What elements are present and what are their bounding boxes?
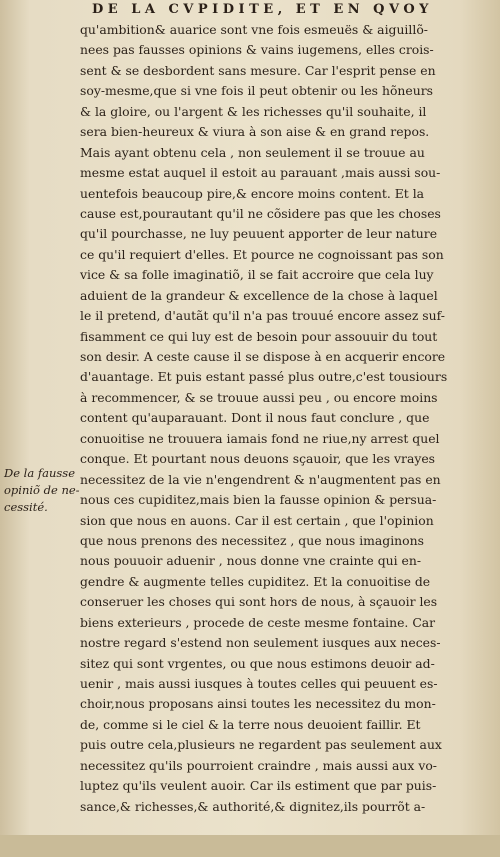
text-line: sitez qui sont vrgentes, ou que nous estimons deuoir ad- <box>80 655 435 671</box>
marginal-note-line: De la fausse <box>4 466 75 480</box>
text-line: luptez qu'ils veulent auoir. Car ils estiment que par puis- <box>80 778 437 794</box>
text-line: choir,nous proposans ainsi toutes les necessitez du mon- <box>80 696 436 712</box>
text-line: sera bien-heureux & viura à son aise & en grand repos. <box>80 124 430 140</box>
text-line: Mais ayant obtenu cela , non seulement il se trouue au <box>80 144 425 160</box>
marginal-note <box>4 465 86 516</box>
text-line: ce qu'il requiert d'elles. Et pource ne cognoissant pas son <box>80 246 444 262</box>
text-line: sion que nous en auons. Car il est certain , que l'opinion <box>80 512 434 528</box>
text-line: biens exterieurs , procede de ceste mesme fontaine. Car <box>80 614 436 630</box>
text-line: necessitez de la vie n'engendrent & n'augmentent pas en <box>80 471 441 487</box>
text-line: cause est,pourautant qu'il ne cõsidere pas que les choses <box>80 205 441 221</box>
text-line: nostre regard s'estend non seulement iusques aux neces- <box>80 635 441 651</box>
text-line: à recommencer, & se trouue aussi peu , ou encore moins <box>80 389 438 405</box>
text-line: nous pouuoir aduenir , nous donne vne crainte qui en- <box>80 553 422 569</box>
text-line: de, comme si le ciel & la terre nous deuoient faillir. Et <box>80 716 421 732</box>
text-line: uentefois beaucoup pire,& encore moins content. Et la <box>80 185 425 201</box>
text-line: mesme estat auquel il estoit au parauant ,mais aussi sou- <box>80 165 441 181</box>
text-line: conque. Et pourtant nous deuons sçauoir, que les vrayes <box>80 451 436 467</box>
text-line: sance,& richesses,& authorité,& dignitez,ils pourrõt a- <box>80 798 426 814</box>
text-line: fisamment ce qui luy est de besoin pour assouuir du tout <box>80 328 438 344</box>
text-line: gendre & augmente telles cupiditez. Et la conuoitise de <box>80 573 431 589</box>
text-line: conseruer les choses qui sont hors de nous, à sçauoir les <box>80 594 438 610</box>
text-line: qu'ambition& auarice sont vne fois esmeuës & aiguillõ- <box>80 22 428 37</box>
text-line: soy-mesme,que si vne fois il peut obtenir ou les hõneurs <box>80 83 433 99</box>
body-text <box>80 20 490 817</box>
text-line: conuoitise ne trouuera iamais fond ne riue,ny arrest quel <box>80 430 440 446</box>
text-line: d'auantage. Et puis estant passé plus outre,c'est tousiours <box>80 369 448 385</box>
text-line: nous ces cupiditez,mais bien la fausse opinion & persua- <box>80 492 437 508</box>
marginal-note-line: opiniõ de ne- <box>4 483 80 497</box>
text-line: uenir , mais aussi iusques à toutes celles qui peuuent es- <box>80 676 438 691</box>
text-line: le il pretend, d'autãt qu'il n'a pas trouué encore assez suf- <box>80 308 445 324</box>
text-line: qu'il pourchasse, ne luy peuuent apporter de leur nature <box>80 226 438 242</box>
text-line: necessitez qu'ils pourroient craindre , mais aussi aux vo- <box>80 757 437 773</box>
text-line: son desir. A ceste cause il se dispose à en acquerir encore <box>80 349 446 364</box>
running-head: DE LA CVPIDITE, ET EN QVOY <box>92 2 433 17</box>
text-line: puis outre cela,plusieurs ne regardent pas seulement aux <box>80 737 442 753</box>
text-line: sent & se desbordent sans mesure. Car l'esprit pense en <box>80 62 436 78</box>
text-line: que nous prenons des necessitez , que nous imaginons <box>80 532 424 548</box>
text-line: vice & sa folle imaginatiõ, il se fait accroire que cela luy <box>80 267 434 283</box>
marginal-note-line: cessité. <box>4 500 48 514</box>
text-line: content qu'auparauant. Dont il nous faut conclure , que <box>80 410 430 426</box>
text-line: & la gloire, ou l'argent & les richesses qu'il souhaite, il <box>80 103 427 119</box>
text-line: nees pas fausses opinions & vains iugemens, elles crois- <box>80 42 434 58</box>
text-line: aduient de la grandeur & excellence de la chose à laquel <box>80 287 438 303</box>
